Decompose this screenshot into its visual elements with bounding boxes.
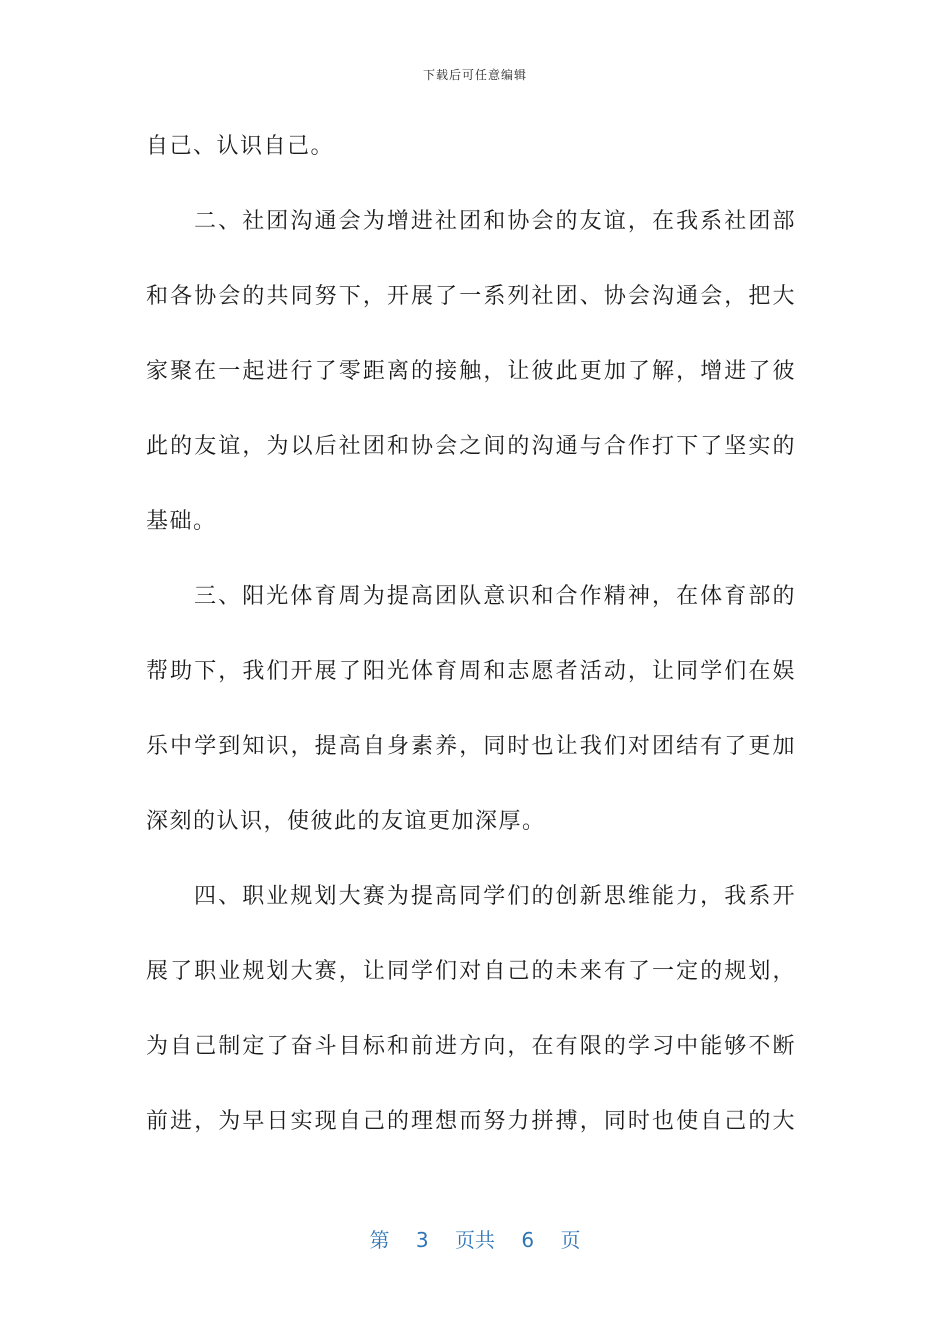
page-footer	[0, 1224, 950, 1253]
text-line: 二、社团沟通会为增进社团和协会的友谊，在我系社团部	[194, 209, 796, 234]
footer-middle: 页共	[455, 1228, 495, 1252]
text-line: 此的友谊，为以后社团和协会之间的沟通与合作打下了坚实的	[146, 434, 796, 459]
current-page-number: 3	[415, 1228, 429, 1252]
text-line: 展了职业规划大赛，让同学们对自己的未来有了一定的规划，	[146, 959, 796, 984]
footer-suffix: 页	[560, 1228, 581, 1252]
text-line: 乐中学到知识，提高自身素养，同时也让我们对团结有了更加	[146, 734, 796, 759]
footer-prefix: 第	[369, 1228, 390, 1252]
text-line: 自己、认识自己。	[146, 134, 335, 159]
text-line: 基础。	[146, 509, 217, 534]
text-line: 为自己制定了奋斗目标和前进方向，在有限的学习中能够不断	[146, 1034, 796, 1059]
text-line: 帮助下，我们开展了阳光体育周和志愿者活动，让同学们在娱	[146, 659, 796, 684]
document-body	[146, 124, 796, 1174]
text-line: 四、职业规划大赛为提高同学们的创新思维能力，我系开	[194, 884, 796, 909]
text-line: 前进，为早日实现自己的理想而努力拼搏，同时也使自己的大	[146, 1109, 796, 1134]
text-line: 深刻的认识，使彼此的友谊更加深厚。	[146, 809, 546, 834]
text-line: 三、阳光体育周为提高团队意识和合作精神，在体育部的	[194, 584, 796, 609]
page-header: 下载后可任意编辑	[422, 68, 527, 82]
total-page-count: 6	[521, 1228, 535, 1252]
text-line: 家聚在一起进行了零距离的接触，让彼此更加了解，增进了彼	[146, 359, 796, 384]
text-line: 和各协会的共同努下，开展了一系列社团、协会沟通会，把大	[146, 284, 796, 309]
